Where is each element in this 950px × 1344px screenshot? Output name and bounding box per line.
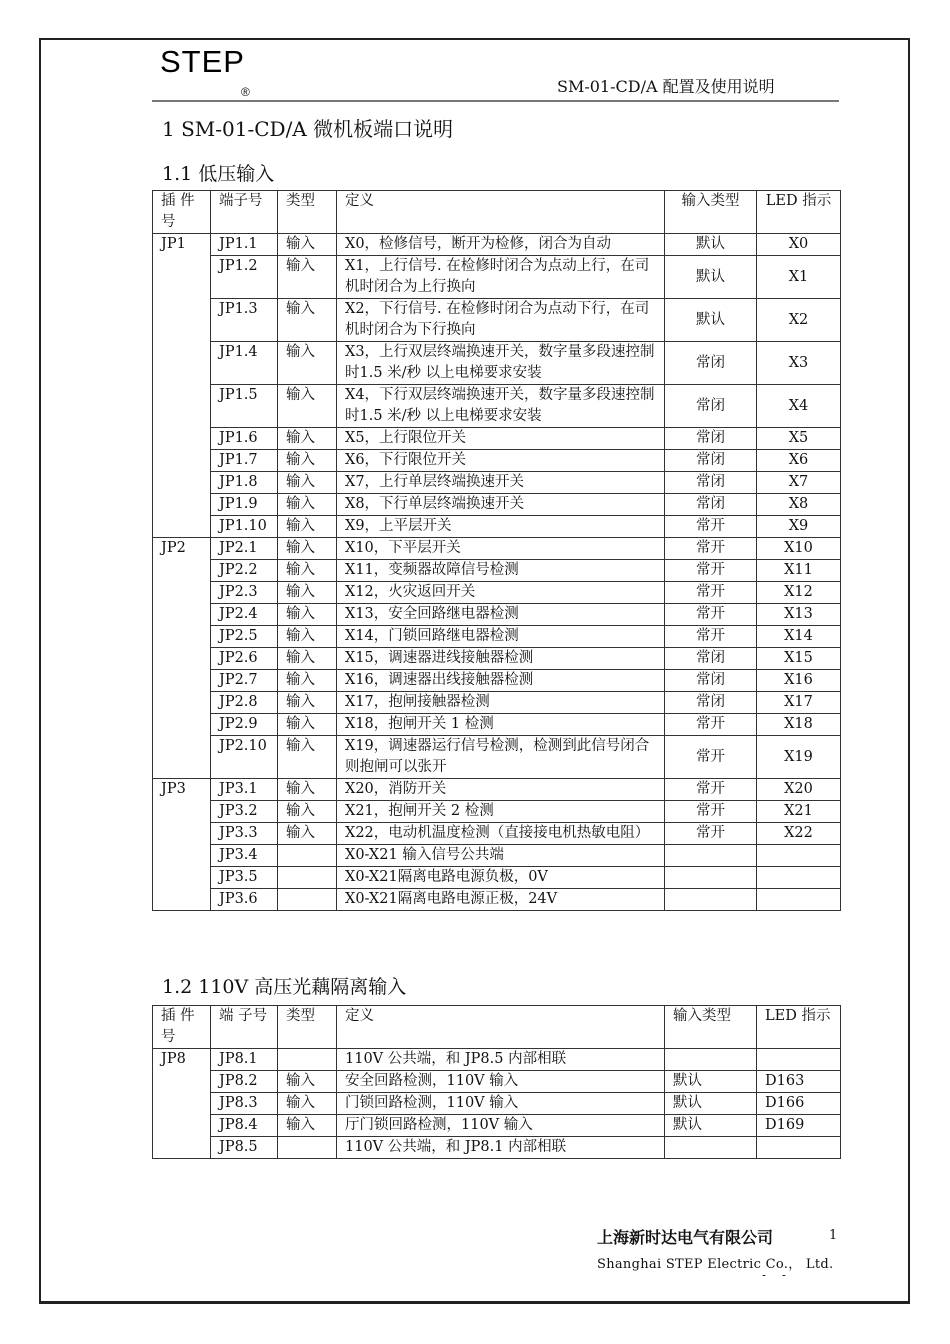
led-cell: X15 (757, 648, 841, 670)
terminal-cell: JP8.4 (211, 1115, 278, 1137)
terminal-cell: JP2.8 (211, 692, 278, 714)
type-cell: 输入 (278, 714, 337, 736)
input-type-cell: 默认 (665, 1115, 757, 1137)
column-header: 输入类型 (665, 191, 757, 234)
definition-cell: X22，电动机温度检测（直接接电机热敏电阻） (337, 823, 665, 845)
led-cell: X20 (757, 779, 841, 801)
led-cell: X16 (757, 670, 841, 692)
terminal-cell: JP2.4 (211, 604, 278, 626)
terminal-cell: JP2.6 (211, 648, 278, 670)
table-row (153, 1137, 841, 1159)
column-header: 端 子号 (211, 1006, 278, 1049)
definition-cell: X1，上行信号. 在检修时闭合为点动上行，在司机时闭合为上行换向 (337, 256, 665, 299)
company-name-cn: 上海新时达电气有限公司 (597, 1228, 774, 1247)
type-cell: 输入 (278, 256, 337, 299)
led-cell: X1 (757, 256, 841, 299)
type-cell: 输入 (278, 342, 337, 385)
table-row (153, 1093, 841, 1115)
column-header: 插 件号 (153, 191, 211, 234)
terminal-cell: JP1.9 (211, 494, 278, 516)
table-row (153, 1071, 841, 1093)
led-cell: X8 (757, 494, 841, 516)
led-cell (757, 867, 841, 889)
terminal-cell: JP2.3 (211, 582, 278, 604)
definition-cell: 110V 公共端，和 JP8.5 内部相联 (337, 1049, 665, 1071)
terminal-cell: JP3.3 (211, 823, 278, 845)
type-cell: 输入 (278, 538, 337, 560)
led-cell: X13 (757, 604, 841, 626)
table-row (153, 736, 841, 779)
type-cell: 输入 (278, 560, 337, 582)
type-cell: 输入 (278, 670, 337, 692)
table-row (153, 867, 841, 889)
input-type-cell: 默认 (665, 256, 757, 299)
column-header: 定义 (337, 191, 665, 234)
led-cell: X6 (757, 450, 841, 472)
terminal-cell: JP8.5 (211, 1137, 278, 1159)
input-type-cell: 默认 (665, 1071, 757, 1093)
terminal-cell: JP1.3 (211, 299, 278, 342)
definition-cell: X0-X21 输入信号公共端 (337, 845, 665, 867)
type-cell: 输入 (278, 582, 337, 604)
led-cell: X5 (757, 428, 841, 450)
definition-cell: X20，消防开关 (337, 779, 665, 801)
definition-cell: X17，抱闸接触器检测 (337, 692, 665, 714)
table-row (153, 845, 841, 867)
type-cell: 输入 (278, 234, 337, 256)
input-type-cell: 常开 (665, 604, 757, 626)
table-row (153, 626, 841, 648)
input-type-cell: 默认 (665, 1093, 757, 1115)
plug-cell: JP1 (153, 234, 211, 538)
terminal-cell: JP3.5 (211, 867, 278, 889)
definition-cell: 厅门锁回路检测，110V 输入 (337, 1115, 665, 1137)
type-cell (278, 1049, 337, 1071)
definition-cell: X13，安全回路继电器检测 (337, 604, 665, 626)
led-cell: X12 (757, 582, 841, 604)
input-type-cell: 常开 (665, 736, 757, 779)
terminal-cell: JP3.2 (211, 801, 278, 823)
section-1-2-heading: 1.2 110V 高压光藕隔离输入 (162, 976, 407, 998)
table-row (153, 494, 841, 516)
column-header: 输入类型 (665, 1006, 757, 1049)
high-voltage-input-table (152, 1005, 841, 1159)
page-number: 1 (829, 1228, 838, 1243)
table-row (153, 256, 841, 299)
type-cell (278, 845, 337, 867)
terminal-cell: JP1.10 (211, 516, 278, 538)
type-cell: 输入 (278, 299, 337, 342)
type-cell (278, 867, 337, 889)
table-row (153, 385, 841, 428)
input-type-cell: 常闭 (665, 472, 757, 494)
input-type-cell: 常闭 (665, 450, 757, 472)
led-cell: X11 (757, 560, 841, 582)
input-type-cell: 常闭 (665, 670, 757, 692)
table-row (153, 299, 841, 342)
input-type-cell: 常开 (665, 516, 757, 538)
definition-cell: X0-X21隔离电路电源负极，0V (337, 867, 665, 889)
type-cell: 输入 (278, 494, 337, 516)
terminal-cell: JP3.1 (211, 779, 278, 801)
led-cell: X0 (757, 234, 841, 256)
registered-mark: ® (241, 85, 250, 99)
definition-cell: 110V 公共端，和 JP8.1 内部相联 (337, 1137, 665, 1159)
input-type-cell (665, 889, 757, 911)
table-row (153, 538, 841, 560)
led-cell: D169 (757, 1115, 841, 1137)
led-cell: X21 (757, 801, 841, 823)
column-header: LED 指示 (757, 1006, 841, 1049)
table-row (153, 714, 841, 736)
type-cell (278, 1137, 337, 1159)
definition-cell: X5，上行限位开关 (337, 428, 665, 450)
terminal-cell: JP2.7 (211, 670, 278, 692)
led-cell (757, 845, 841, 867)
led-cell: X7 (757, 472, 841, 494)
plug-cell: JP2 (153, 538, 211, 779)
led-cell (757, 1049, 841, 1071)
terminal-cell: JP8.2 (211, 1071, 278, 1093)
led-cell: X2 (757, 299, 841, 342)
low-voltage-input-table (152, 190, 841, 911)
type-cell: 输入 (278, 1115, 337, 1137)
type-cell: 输入 (278, 801, 337, 823)
terminal-cell: JP8.1 (211, 1049, 278, 1071)
led-cell: X10 (757, 538, 841, 560)
table-row (153, 342, 841, 385)
definition-cell: X21，抱闸开关 2 检测 (337, 801, 665, 823)
definition-cell: X4，下行双层终端换速开关，数字量多段速控制时1.5 米/秒 以上电梯要求安装 (337, 385, 665, 428)
type-cell: 输入 (278, 1093, 337, 1115)
input-type-cell: 常闭 (665, 385, 757, 428)
terminal-cell: JP2.10 (211, 736, 278, 779)
table-row (153, 648, 841, 670)
definition-cell: X16，调速器出线接触器检测 (337, 670, 665, 692)
header-divider (152, 100, 839, 102)
terminal-cell: JP3.6 (211, 889, 278, 911)
terminal-cell: JP3.4 (211, 845, 278, 867)
type-cell: 输入 (278, 648, 337, 670)
definition-cell: 安全回路检测，110V 输入 (337, 1071, 665, 1093)
led-cell: X14 (757, 626, 841, 648)
column-header: 端子号 (211, 191, 278, 234)
input-type-cell: 常开 (665, 801, 757, 823)
type-cell: 输入 (278, 516, 337, 538)
section-1-1-heading: 1.1 低压输入 (162, 163, 275, 185)
column-header: 定义 (337, 1006, 665, 1049)
led-cell: X17 (757, 692, 841, 714)
definition-cell: X14，门锁回路继电器检测 (337, 626, 665, 648)
input-type-cell (665, 867, 757, 889)
plug-cell: JP8 (153, 1049, 211, 1159)
type-cell: 输入 (278, 604, 337, 626)
table-row (153, 560, 841, 582)
terminal-cell: JP1.6 (211, 428, 278, 450)
document-title: SM-01-CD/A 配置及使用说明 (557, 77, 775, 96)
input-type-cell: 常开 (665, 779, 757, 801)
input-type-cell: 常开 (665, 560, 757, 582)
table-row (153, 889, 841, 911)
step-logo: STEP (160, 44, 245, 79)
type-cell: 输入 (278, 450, 337, 472)
led-cell: X3 (757, 342, 841, 385)
table-row (153, 692, 841, 714)
led-cell (757, 1137, 841, 1159)
type-cell: 输入 (278, 692, 337, 714)
table-row (153, 234, 841, 256)
table-row (153, 779, 841, 801)
table-row (153, 450, 841, 472)
input-type-cell: 常开 (665, 626, 757, 648)
type-cell: 输入 (278, 823, 337, 845)
terminal-cell: JP2.5 (211, 626, 278, 648)
led-cell: X18 (757, 714, 841, 736)
table-row (153, 1049, 841, 1071)
table-row (153, 670, 841, 692)
input-type-cell (665, 1137, 757, 1159)
input-type-cell: 常闭 (665, 428, 757, 450)
definition-cell: X6，下行限位开关 (337, 450, 665, 472)
definition-cell: 门锁回路检测，110V 输入 (337, 1093, 665, 1115)
table-row (153, 1115, 841, 1137)
terminal-cell: JP1.2 (211, 256, 278, 299)
terminal-cell: JP2.2 (211, 560, 278, 582)
definition-cell: X8，下行单层终端换速开关 (337, 494, 665, 516)
terminal-cell: JP1.1 (211, 234, 278, 256)
column-header: 类型 (278, 1006, 337, 1049)
type-cell: 输入 (278, 1071, 337, 1093)
table-row (153, 472, 841, 494)
table-row (153, 823, 841, 845)
definition-cell: X10，下平层开关 (337, 538, 665, 560)
terminal-cell: JP1.7 (211, 450, 278, 472)
type-cell: 输入 (278, 736, 337, 779)
input-type-cell: 默认 (665, 234, 757, 256)
terminal-cell: JP1.5 (211, 385, 278, 428)
input-type-cell (665, 1049, 757, 1071)
type-cell: 输入 (278, 472, 337, 494)
led-cell: X4 (757, 385, 841, 428)
column-header: 插 件号 (153, 1006, 211, 1049)
input-type-cell: 常开 (665, 714, 757, 736)
table-header-row (153, 191, 841, 234)
definition-cell: X0-X21隔离电路电源正极，24V (337, 889, 665, 911)
definition-cell: X19，调速器运行信号检测，检测到此信号闭合则抱闸可以张开 (337, 736, 665, 779)
terminal-cell: JP8.3 (211, 1093, 278, 1115)
input-type-cell: 默认 (665, 299, 757, 342)
definition-cell: X11，变频器故障信号检测 (337, 560, 665, 582)
input-type-cell: 常闭 (665, 494, 757, 516)
led-cell (757, 889, 841, 911)
type-cell: 输入 (278, 626, 337, 648)
input-type-cell: 常开 (665, 823, 757, 845)
type-cell: 输入 (278, 385, 337, 428)
led-cell: D163 (757, 1071, 841, 1093)
input-type-cell (665, 845, 757, 867)
input-type-cell: 常闭 (665, 342, 757, 385)
terminal-cell: JP1.4 (211, 342, 278, 385)
terminal-cell: JP2.9 (211, 714, 278, 736)
definition-cell: X15，调速器进线接触器检测 (337, 648, 665, 670)
definition-cell: X2，下行信号. 在检修时闭合为点动下行，在司机时闭合为下行换向 (337, 299, 665, 342)
led-cell: D166 (757, 1093, 841, 1115)
definition-cell: X0，检修信号，断开为检修，闭合为自动 (337, 234, 665, 256)
table-header-row (153, 1006, 841, 1049)
footer-dashes: - - (762, 1268, 792, 1282)
plug-cell: JP3 (153, 779, 211, 911)
table-row (153, 582, 841, 604)
type-cell: 输入 (278, 779, 337, 801)
table-row (153, 801, 841, 823)
led-cell: X19 (757, 736, 841, 779)
table-row (153, 604, 841, 626)
column-header: LED 指示 (757, 191, 841, 234)
column-header: 类型 (278, 191, 337, 234)
input-type-cell: 常闭 (665, 648, 757, 670)
input-type-cell: 常开 (665, 538, 757, 560)
definition-cell: X7，上行单层终端换速开关 (337, 472, 665, 494)
type-cell (278, 889, 337, 911)
definition-cell: X12，火灾返回开关 (337, 582, 665, 604)
led-cell: X9 (757, 516, 841, 538)
definition-cell: X9，上平层开关 (337, 516, 665, 538)
definition-cell: X18，抱闸开关 1 检测 (337, 714, 665, 736)
led-cell: X22 (757, 823, 841, 845)
section-1-heading: 1 SM-01-CD/A 微机板端口说明 (162, 117, 454, 141)
definition-cell: X3，上行双层终端换速开关，数字量多段速控制时1.5 米/秒 以上电梯要求安装 (337, 342, 665, 385)
type-cell: 输入 (278, 428, 337, 450)
table-row (153, 516, 841, 538)
terminal-cell: JP1.8 (211, 472, 278, 494)
input-type-cell: 常闭 (665, 692, 757, 714)
input-type-cell: 常开 (665, 582, 757, 604)
company-name-en: Shanghai STEP Electric Co.， Ltd. (597, 1257, 834, 1272)
table-row (153, 428, 841, 450)
terminal-cell: JP2.1 (211, 538, 278, 560)
